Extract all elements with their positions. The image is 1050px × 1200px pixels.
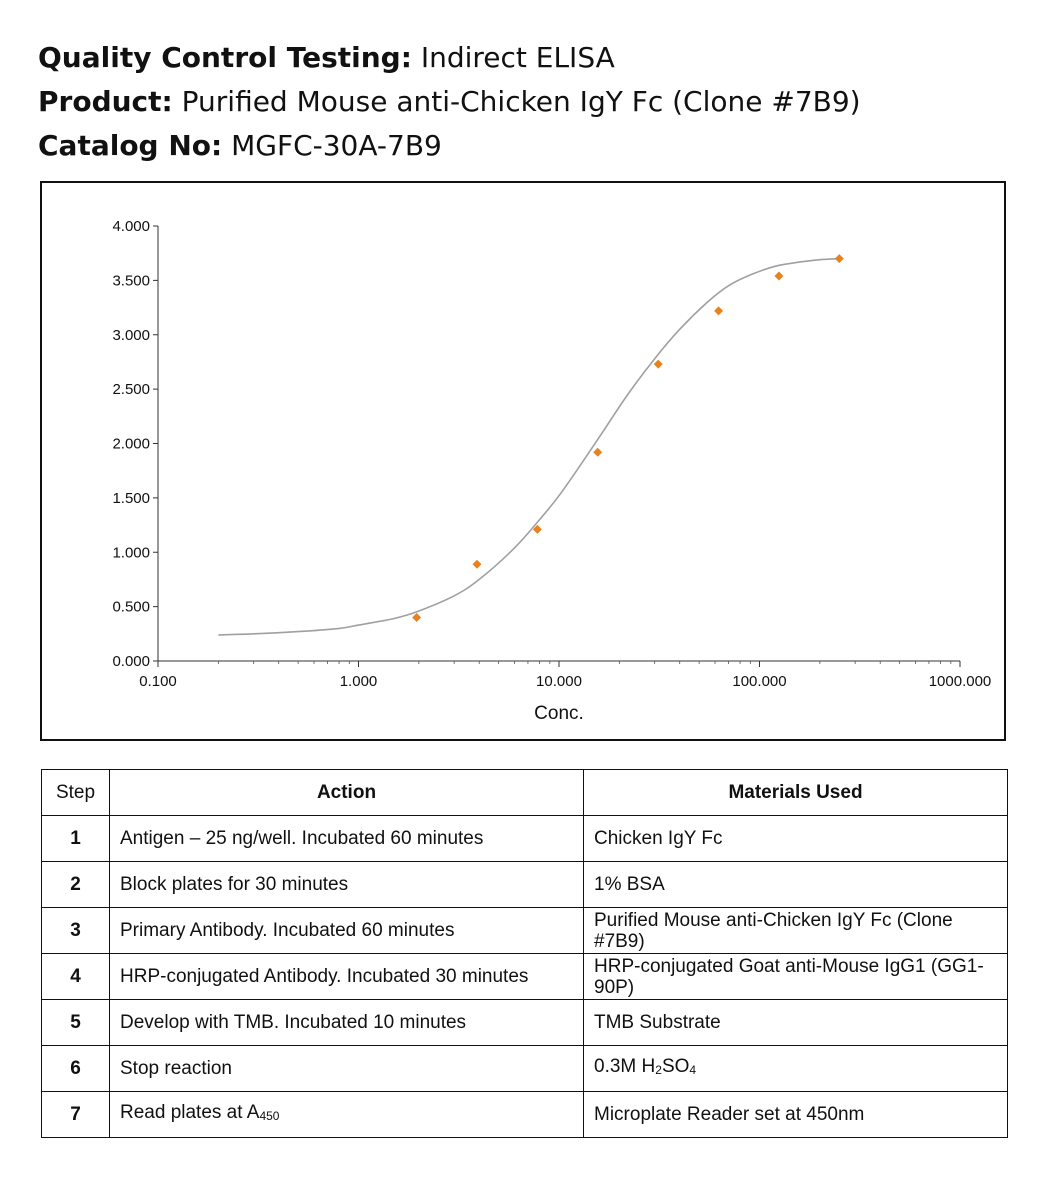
table-row xyxy=(42,862,1008,908)
step-material: HRP-conjugated Goat anti-Mouse IgG1 (GG1-90P) xyxy=(584,954,1008,1000)
elisa-chart-frame xyxy=(40,181,1006,741)
table-row xyxy=(42,1046,1008,1092)
y-tick-label: 4.000 xyxy=(112,218,150,235)
step-action: Block plates for 30 minutes xyxy=(110,862,584,908)
step-material: Purified Mouse anti-Chicken IgY Fc (Clone #7B9) xyxy=(584,908,1008,954)
x-tick-label: 1.000 xyxy=(339,673,378,690)
y-tick-label: 0.500 xyxy=(112,598,150,616)
step-material: TMB Substrate xyxy=(584,1000,1008,1046)
material-subscript: 2 xyxy=(655,1063,662,1077)
action-subscript: 450 xyxy=(259,1109,280,1123)
data-point-diamond xyxy=(774,272,783,281)
x-axis-label: Conc. xyxy=(534,703,584,724)
data-point-diamond xyxy=(714,306,723,315)
catalog-line xyxy=(38,124,861,168)
step-action xyxy=(110,1092,584,1138)
step-number: 2 xyxy=(42,862,110,908)
data-point-diamond xyxy=(593,448,602,457)
table-row xyxy=(42,816,1008,862)
protocol-table xyxy=(41,769,1008,1138)
step-number: 4 xyxy=(42,954,110,1000)
table-row xyxy=(42,954,1008,1000)
header xyxy=(38,36,861,168)
y-tick-label: 1.000 xyxy=(112,544,150,562)
step-material: Chicken IgY Fc xyxy=(584,816,1008,862)
y-tick-label: 1.500 xyxy=(112,489,150,507)
fit-curve-line xyxy=(218,259,839,635)
x-tick-label: 100.000 xyxy=(732,673,787,690)
data-point-diamond xyxy=(412,613,421,622)
header-step: Step xyxy=(42,770,110,816)
step-number: 3 xyxy=(42,908,110,954)
table-header-row xyxy=(42,770,1008,816)
table-row xyxy=(42,908,1008,954)
step-material xyxy=(584,1046,1008,1092)
product-line xyxy=(38,80,861,124)
step-action: HRP-conjugated Antibody. Incubated 30 minutes xyxy=(110,954,584,1000)
action-text: Read plates at A xyxy=(120,1102,260,1123)
step-action: Primary Antibody. Incubated 60 minutes xyxy=(110,908,584,954)
step-number: 7 xyxy=(42,1092,110,1138)
step-action: Antigen – 25 ng/well. Incubated 60 minutes xyxy=(110,816,584,862)
qc-testing-line xyxy=(38,36,861,80)
y-tick-label: 3.500 xyxy=(112,272,150,290)
qc-testing-value: Indirect ELISA xyxy=(420,41,615,74)
table-row xyxy=(42,1000,1008,1046)
step-action: Develop with TMB. Incubated 10 minutes xyxy=(110,1000,584,1046)
qc-testing-label: Quality Control Testing: xyxy=(38,41,412,74)
material-subscript: 4 xyxy=(689,1063,697,1077)
y-tick-label: 0.000 xyxy=(112,653,150,670)
step-number: 5 xyxy=(42,1000,110,1046)
data-point-diamond xyxy=(473,560,482,569)
step-material: Microplate Reader set at 450nm xyxy=(584,1092,1008,1138)
y-tick-label: 2.500 xyxy=(112,381,150,399)
data-point-diamond xyxy=(654,360,663,369)
catalog-label: Catalog No: xyxy=(38,129,223,162)
x-tick-label: 1000.000 xyxy=(928,673,992,690)
material-text: 0.3M H xyxy=(594,1056,656,1077)
x-tick-label: 0.100 xyxy=(139,673,177,690)
product-value: Purified Mouse anti-Chicken IgY Fc (Clone #7B9) xyxy=(181,85,861,118)
y-tick-label: 3.000 xyxy=(112,326,150,344)
step-action: Stop reaction xyxy=(110,1046,584,1092)
elisa-chart xyxy=(42,183,1004,739)
data-point-diamond xyxy=(835,254,844,263)
y-tick-label: 2.000 xyxy=(112,435,150,453)
catalog-value: MGFC-30A-7B9 xyxy=(231,129,442,162)
step-number: 1 xyxy=(42,816,110,862)
table-row xyxy=(42,1092,1008,1138)
material-text: SO xyxy=(661,1056,690,1077)
product-label: Product: xyxy=(38,85,173,118)
step-material: 1% BSA xyxy=(584,862,1008,908)
x-tick-label: 10.000 xyxy=(536,673,582,690)
step-number: 6 xyxy=(42,1046,110,1092)
header-action: Action xyxy=(110,770,584,816)
header-materials: Materials Used xyxy=(584,770,1008,816)
